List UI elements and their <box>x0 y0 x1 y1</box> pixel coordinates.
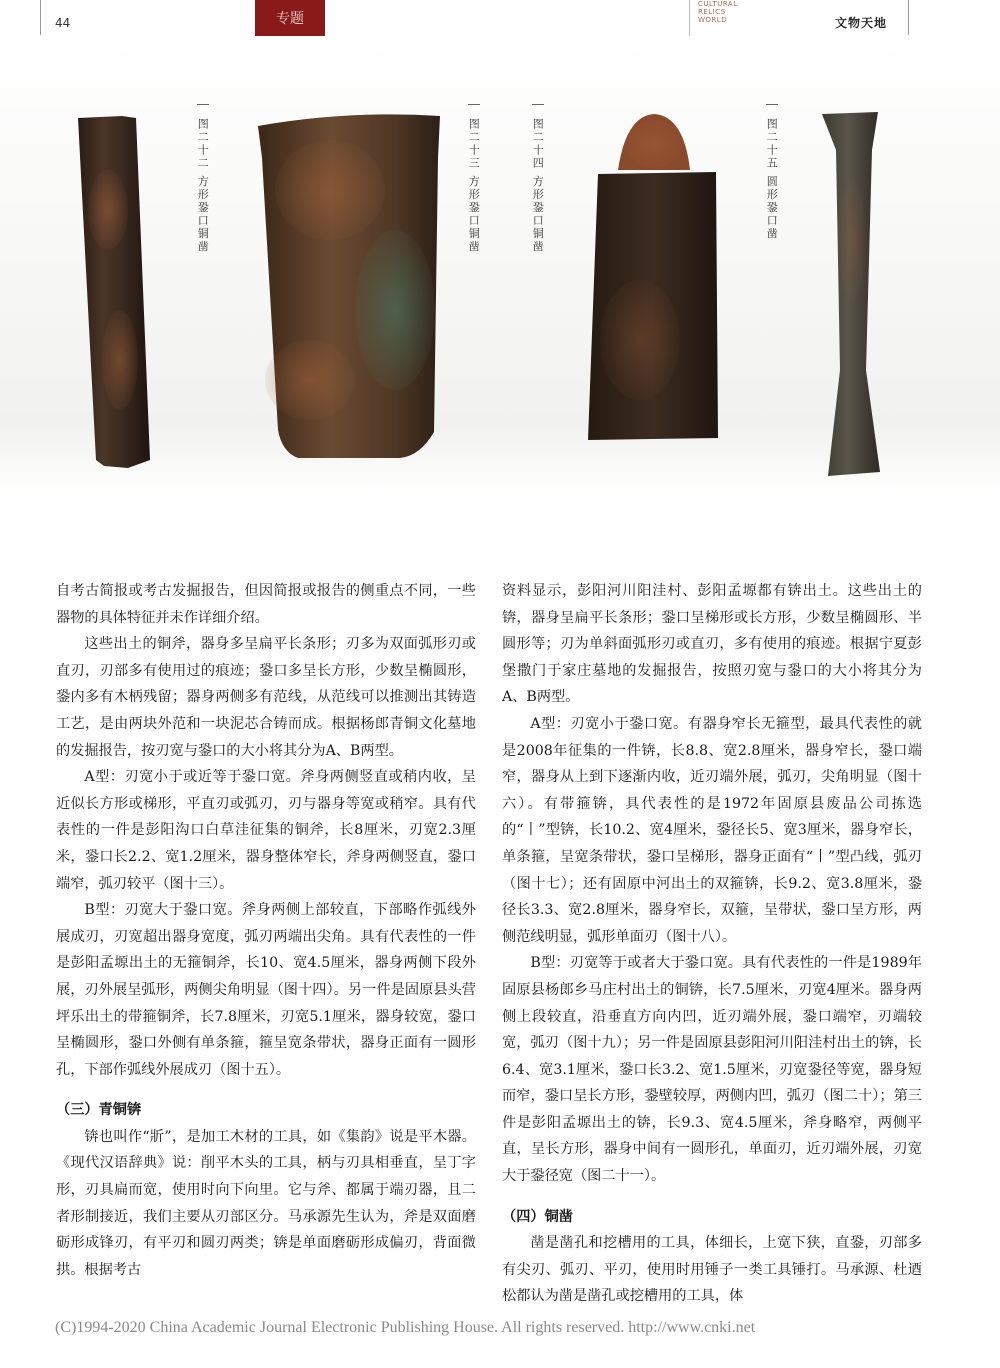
chisel-figure-23 <box>258 114 440 458</box>
figure-caption: 图二十二 方形銎口铜凿 <box>196 104 209 254</box>
figure-caption: 图二十四 方形銎口铜凿 <box>531 104 544 254</box>
magazine-logo <box>689 0 738 36</box>
chisel-figure-25 <box>822 112 880 476</box>
chisel-figure-22 <box>78 116 150 468</box>
figure-caption: 图二十三 方形銎口铜凿 <box>467 104 480 254</box>
paragraph: 资料显示，彭阳河川阳洼村、彭阳孟塬都有锛出土。这些出土的锛，器身呈扁平长条形；銎口呈梯形或长方形，少数呈椭圆形、半圆形等；刃为单斜面弧形刃或直刃，多有使用的痕迹。根据宁夏彭堡撒门于家庄墓地的发掘报告，按照刃宽与銎口的大小将其分为A、B两型。 <box>502 583 922 706</box>
paragraph: 凿是凿孔和挖槽用的工具，体细长，上宽下狭，直銎，刃部多有尖刃、弧刃、平刃，使用时用锤子一类工具锤打。马承源、杜迺松都认为凿是凿孔或挖槽用的工具，体 <box>502 1235 922 1305</box>
magazine-title: 文物天地 <box>835 16 888 30</box>
bronze-tools-photos <box>0 40 1000 492</box>
left-column <box>56 578 476 1283</box>
page-number: 44 <box>55 16 71 30</box>
paragraph: A型：刃宽小于或近等于銎口宽。斧身两侧竖直或稍内收，呈近似长方形或梯形，平直刃或弧刃，刃与器身等宽或稍窄。具有代表性的一件是彭阳沟口白草洼征集的铜斧，长8厘米，刃宽2.3厘米，銎口长2.2、宽1.2厘米，器身整体窄长，斧身两侧竖直，銎口端窄，弧刃较平（图十三）。 <box>56 769 476 892</box>
paragraph: 锛也叫作“斨”，是加工木材的工具，如《集韵》说是平木器。《现代汉语辞典》说：削平木头的工具，柄与刃具相垂直，呈丁字形，刃具扁而宽，使用时向下向里。它与斧、都属于端刃器，且二者形制接近，我们主要从刃部区分。马承源先生认为，斧是双面磨砺形成锋刃，有平刃和圆刃两类；锛是单面磨砺形成偏刃，背面微拱。根据考古 <box>56 1128 476 1278</box>
paragraph: B型：刃宽等于或者大于銎口宽。具有代表性的一件是1989年固原县杨郎乡马庄村出土的铜锛，长7.5厘米，刃宽4厘米。器身两侧上段较直，沿垂直方向内凹，近刃端外展，銎口端窄，刃端较宽，弧刃（图十九）；另一件是固原县彭阳河川阳洼村出土的锛，长6.4、宽3.1厘米，銎口长3.2、宽1.5厘米，刃宽銎径等宽，器身短而窄，銎口呈长方形，銎壁较厚，两侧内凹，弧刃（图二十）；第三件是彭阳孟塬出土的锛，长9.3、宽4.5厘米，斧身略窄，两侧平直，呈长方形，器身中间有一圆形孔，单面刃，近刃端外展，刃宽大于銎径宽（图二十一）。 <box>502 955 922 1185</box>
logo-line: RELICS <box>698 8 726 16</box>
paragraph: B型：刃宽大于銎口宽。斧身两侧上部较直，下部略作弧线外展成刃，刃宽超出器身宽度，弧刃两端出尖角。具有代表性的一件是彭阳孟塬出土的无箍铜斧，长10、宽4.5厘米，器身两侧下段外展，刃外展呈弧形，两侧尖角明显（图十四）。另一件是固原县头营坪乐出土的带箍铜斧，长7.8厘米，刃宽5.1厘米，器身较宽，銎口呈椭圆形，銎口外侧有单条箍，箍呈宽条带状，器身正面有一圆形孔，下部作弧线外展成刃（图十五）。 <box>56 902 476 1078</box>
header-rule-left <box>40 0 41 35</box>
paragraph: 这些出土的铜斧，器身多呈扁平长条形；刃多为双面弧形刃或直刃，刃部多有使用过的痕迹；銎口多呈长方形，少数呈椭圆形，銎内多有木柄残留；器身两侧多有范线，从范线可以推测出其铸造工艺，是由两块外范和一块泥芯合铸而成。根据杨郎青铜文化墓地的发掘报告，按刃宽与銎口的大小将其分为A、B两型。 <box>56 636 476 759</box>
section-heading: （四）铜凿 <box>502 1208 573 1225</box>
chisel-figure-24 <box>588 114 718 440</box>
section-heading: （三）青铜锛 <box>56 1102 142 1119</box>
paragraph: A型：刃宽小于銎口宽。有器身窄长无箍型，最具代表性的就是2008年征集的一件锛，长8.8、宽2.8厘米，器身窄长，銎口端窄，器身从上到下逐渐内收，近刃端外展，弧刃，尖角明显（图十六）。有带箍锛，具代表性的是1972年固原县废品公司拣选的“丨”型锛，长10.2、宽4厘米，銎径长5、宽3厘米，器身窄长，单条箍，呈宽条带状，銎口呈梯形，器身正面有“丨”型凸线，弧刃（图十七）；还有固原中河出土的双箍锛，长9.2、宽3.8厘米，銎径长3.3、宽2.8厘米，器身窄长，双箍，呈带状，銎口呈方形，两侧范线明显，弧形单面刃（图十八）。 <box>502 715 922 945</box>
paragraph: 自考古简报或考古发掘报告，但因简报或报告的侧重点不同，一些器物的具体特征并未作详细介绍。 <box>56 583 476 626</box>
section-tab: 专题 <box>255 0 325 36</box>
header-rule-right <box>908 0 909 35</box>
logo-line: WORLD <box>698 16 728 24</box>
copyright-notice: (C)1994-2020 China Academic Journal Electronic Publishing House. All rights reserved. http://www.cnki.net <box>55 1319 756 1336</box>
figure-caption: 图二十五 圆形銎口凿 <box>765 104 778 241</box>
logo-line: CULTURAL <box>698 0 738 8</box>
photo-band <box>0 40 1000 492</box>
right-column <box>502 578 922 1310</box>
